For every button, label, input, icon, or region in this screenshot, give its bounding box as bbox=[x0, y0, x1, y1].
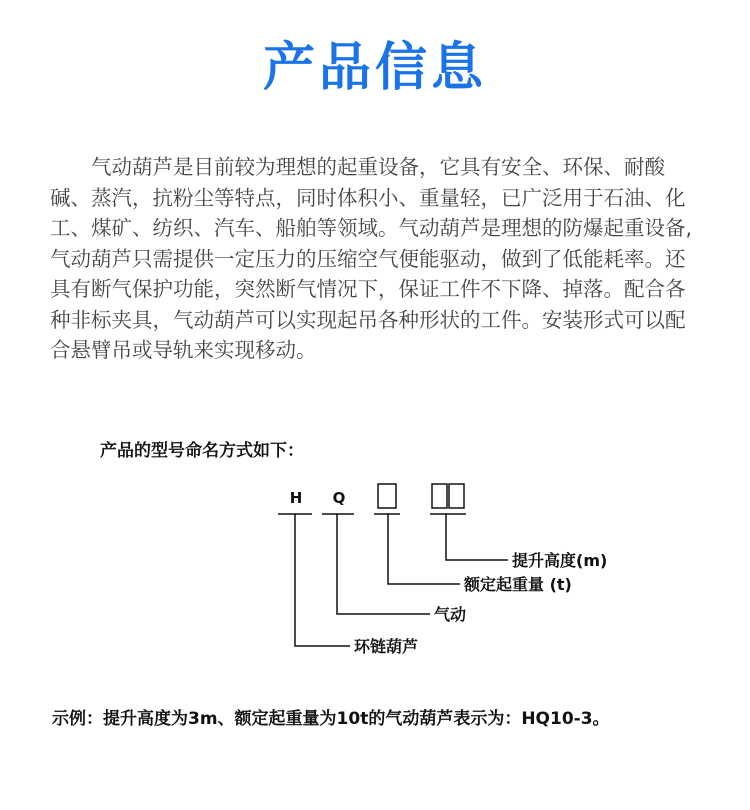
leader-chain bbox=[295, 514, 350, 646]
height-digit-box-2 bbox=[449, 484, 464, 508]
label-chain: 环链葫芦 bbox=[354, 637, 419, 656]
model-naming-diagram bbox=[270, 478, 670, 678]
page-title: 产品信息 bbox=[262, 38, 487, 98]
leader-pneumatic bbox=[337, 514, 430, 614]
leader-height bbox=[446, 514, 508, 560]
label-height: 提升高度(m) bbox=[512, 551, 608, 570]
label-pneumatic: 气动 bbox=[434, 605, 467, 624]
product-description: 气动葫芦是目前较为理想的起重设备，它具有安全、环保、耐酸碱、蒸汽，抗粉尘等特点，同时体积小、重量轻，已广泛用于石油、化工、煤矿、纺织、汽车、船舶等领域。气动葫芦是理想的防爆起重设备,气动葫芦只需提供一定压力的压缩空气便能驱动，做到了低能耗率。还具有断气保护功能，突然断气情况下，保证工件不下降、掉落。配合各种非标夹具，气动葫芦可以实现起吊各种形状的工件。安装形式可以配合悬臂吊或导轨来实现移动。 bbox=[50, 155, 693, 362]
leader-load bbox=[388, 514, 460, 584]
model-example: 示例：提升高度为3m、额定起重量为10t的气动葫芦表示为：HQ10-3。 bbox=[52, 709, 610, 729]
letter-q: Q bbox=[332, 489, 346, 507]
load-digit-box bbox=[378, 484, 396, 508]
letter-h: H bbox=[289, 489, 303, 507]
model-scheme-caption: 产品的型号命名方式如下： bbox=[100, 441, 304, 461]
label-load: 额定起重量 (t) bbox=[464, 575, 572, 594]
height-digit-box-1 bbox=[432, 484, 447, 508]
